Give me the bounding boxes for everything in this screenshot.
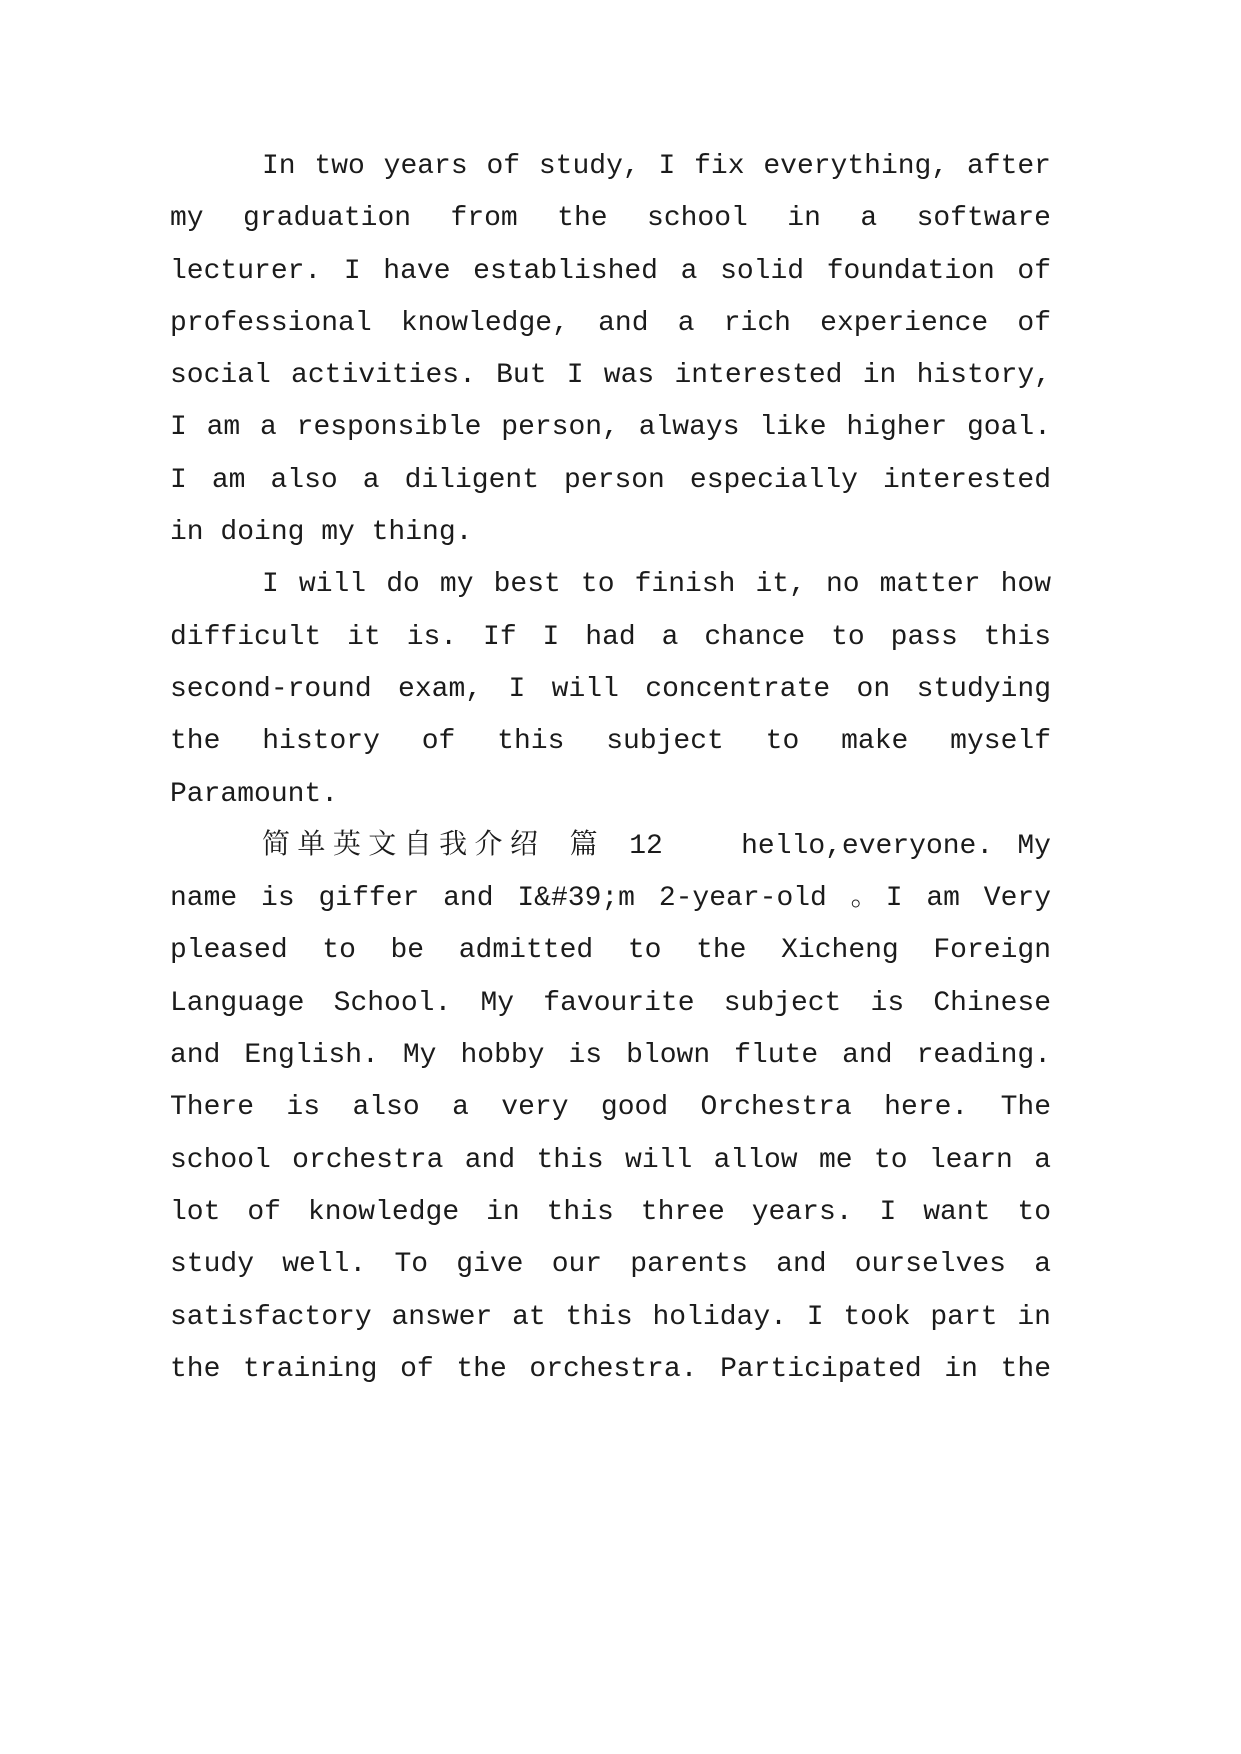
document-body — [170, 141, 1051, 1396]
text-line: the history of this subject to make myself — [170, 726, 1051, 758]
text-line: Paramount. — [170, 778, 339, 810]
text-line: I am also a diligent person especially interested — [170, 464, 1051, 496]
text-line: In two years of study, I fix everything, after — [262, 151, 1051, 182]
text-line: name is giffer and I&#39;m 2-year-old 。I am Very — [170, 883, 1051, 915]
text-line: difficult it is. If I had a chance to pass this — [170, 621, 1051, 653]
text-line: lot of knowledge in this three years. I want to — [170, 1196, 1051, 1228]
paragraph — [170, 821, 1051, 1396]
text-line: 简单英文自我介绍 篇 12 hello,everyone. My — [262, 830, 1051, 862]
text-line: study well. To give our parents and ourselves a — [170, 1249, 1051, 1281]
paragraph — [170, 559, 1051, 820]
text-line: Language School. My favourite subject is Chinese — [170, 987, 1051, 1019]
text-line: pleased to be admitted to the Xicheng Foreign — [170, 935, 1051, 967]
text-line: I am a responsible person, always like higher goal. — [170, 412, 1051, 444]
text-line: lecturer. I have established a solid foundation of — [170, 255, 1051, 287]
text-line: professional knowledge, and a rich experience of — [170, 307, 1051, 339]
text-line: and English. My hobby is blown flute and reading. — [170, 1040, 1051, 1072]
text-line: my graduation from the school in a software — [170, 203, 1051, 235]
paragraph — [170, 141, 1051, 559]
text-line: I will do my best to finish it, no matter how — [262, 569, 1051, 601]
text-line: in doing my thing. — [170, 517, 473, 549]
text-line: the training of the orchestra. Participated in the — [170, 1353, 1051, 1385]
text-line: second-round exam, I will concentrate on studying — [170, 673, 1051, 705]
text-line: social activities. But I was interested in history, — [170, 360, 1051, 392]
text-line: school orchestra and this will allow me to learn a — [170, 1144, 1051, 1176]
text-line: There is also a very good Orchestra here. The — [170, 1092, 1051, 1124]
text-line: satisfactory answer at this holiday. I took part in — [170, 1301, 1051, 1333]
